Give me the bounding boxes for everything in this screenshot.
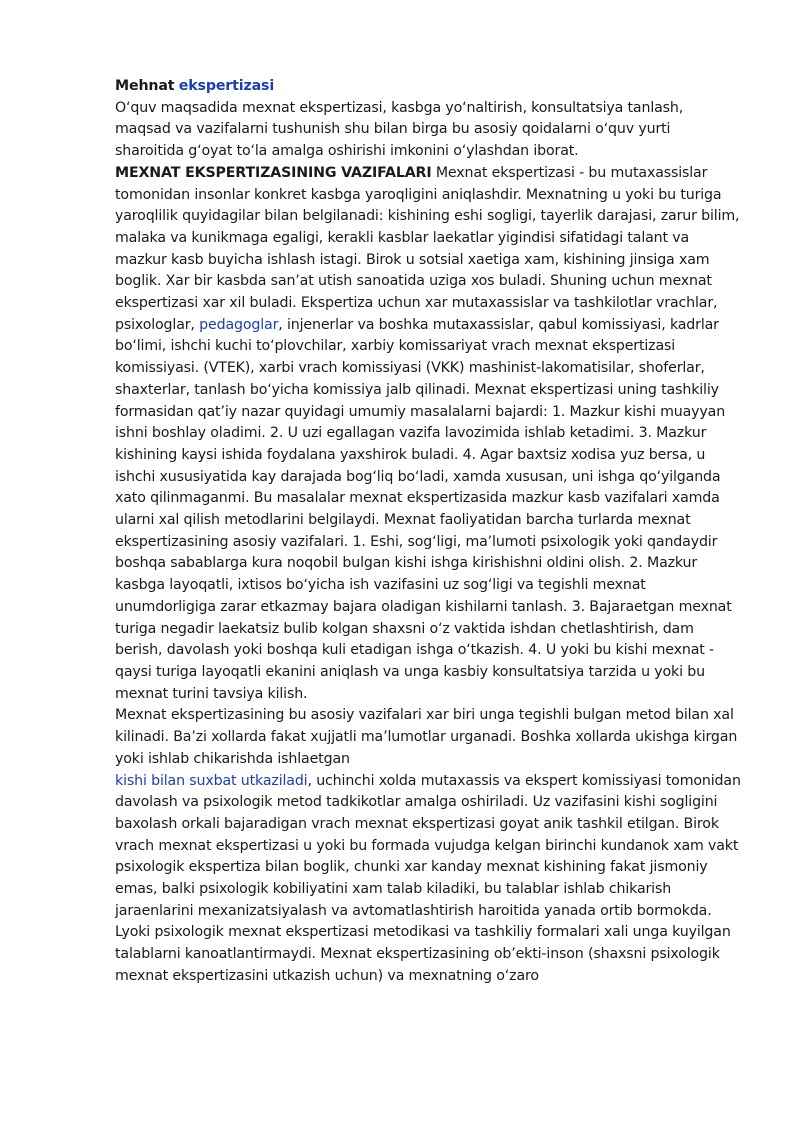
- paragraph-3-text: , uchinchi xolda mutaxassis va ekspert komissiyasi tomonidan davolash va psixologik metod tadkikotlar amalga oshiriladi. Uz vazifasini kishi sogligini baxolash orkali bajaradigan vrach mexnat ekspertizasi goyat anik tashkil etilgan. Birok vrach mexnat ekspertizasi u yoki bu formada vujudga kelgan birinchi kundanok xam vakt psixologik ekspertiza bilan boglik, chunki xar kanday mexnat kishining fakat jismoniy emas, balki psixologik kobiliyatini xam talab kiladiki, bu talablar ishlab chikarish jaraenlarini mexanizatsiyalash va avtomatlashtirish haroitida yanada ortib bormokda. Lyoki psixologik mexnat ekspertizasi metodikasi va tashkiliy formalari xali unga kuyilgan talablarni kanoatlantirmaydi. Mexnat ekspertizasining ob’ekti-inson (shaxsni psixologik mexnat ekspertizasini utkazish uchun) va mexnatning o‘zaro: [115, 772, 741, 984]
- document-title: [115, 76, 743, 98]
- title-word: Mehnat: [115, 78, 175, 94]
- paragraph-2: Mexnat ekspertizasining bu asosiy vazifalari xar biri unga tegishli bulgan metod bilan xal kilinadi. Ba’zi xollarda fakat xujjatli ma’lumotlar urganadi. Boshka xollarda ukishga kirgan yoki ishlab chikarishda ishlaetgan: [115, 707, 738, 767]
- section-heading: MEXNAT EKSPERTIZASINING VAZIFALARI: [115, 164, 432, 181]
- section-text-continued: , injenerlar va boshka mutaxassislar, qabul komissiyasi, kadrlar bo‘limi, ishchi kuchi to‘plovchilar, xarbiy komissariyat vrach mexnat ekspertizasi komissiyasi. (VTEK), xarbi vrach komissiyasi (VKK) mashinist-lakomatisilar, shoferlar, shaxterlar, tanlash bo‘yicha komissiya jalb qilinadi. Mexnat ekspertizasi uning tashkiliy formasidan qat’iy nazar quyidagi umumiy masalalarni bajardi: 1. Mazkur kishi muayyan ishni boshlay oladimi. 2. U uzi egallagan vazifa lavozimida ishlab ketadimi. 3. Mazkur kishining kaysi ishida foydalana yaxshirok buladi. 4. Agar baxtsiz xodisa yuz bersa, u ishchi xususiyatida kay darajada bog‘liq bo‘ladi, xamda xususan, uni ishga qo‘yilganda xato qilinmaganmi. Bu masalalar mexnat ekspertizasida mazkur kasb vazifalari xamda ularni xal qilish metodlarini belgilaydi. Mexnat faoliyatidan barcha turlarda mexnat ekspertizasining asosiy vazifalari. 1. Eshi, sog‘ligi, ma’lumoti psixologik yoki qandaydir boshqa sabablarga kura noqobil bulgan kishi ishga kirishishni oldini olish. 2. Mazkur kasbga layoqatli, ixtisos bo‘yicha ish vazifasini uz sog‘ligi va tegishli mexnat unumdorligiga zarar etkazmay bajara oladigan kishilarni tanlash. 3. Bajaraetgan mexnat turiga negadir laekatsiz bulib kolgan shaxsni o‘z vaktida ishdan chetlashtirish, dam berish, davolash yoki boshqa kuli etadigan ishga o‘tkazish. 4. U yoki bu kishi mexnat - qaysi turiga layoqatli ekanini aniqlash va unga kasbiy konsultatsiya tarzida u yoki bu mexnat turini tavsiya kilish.: [115, 316, 732, 702]
- suxbat-link[interactable]: kishi bilan suxbat utkaziladi: [115, 772, 308, 789]
- section-paragraph: [115, 163, 743, 706]
- paragraph-3: [115, 771, 743, 988]
- document-page: [115, 76, 743, 988]
- section-text: Mexnat ekspertizasi - bu mutaxassislar tomonidan insonlar konkret kasbga yaroqligini aniqlashdir. Mexnatning u yoki bu turiga yaroqlilik quyidagilar bilan belgilanadi: kishining eshi sogligi, tayerlik darajasi, zarur bilim, malaka va kunikmaga egaligi, kerakli kasblar laekatlar yigindisi sifatidagi talant va mazkur kasb buyicha ishlash istagi. Birok u sotsial xaetiga xam, kishining jinsiga xam boglik. Xar bir kasbda san’at utish sanoatida uziga xos buladi. Shuning uchun mexnat ekspertizasi xar xil buladi. Ekspertiza uchun xar mutaxassislar va tashkilotlar vrachlar, psixologlar,: [115, 164, 740, 333]
- intro-paragraph: O‘quv maqsadida mexnat ekspertizasi, kasbga yo‘naltirish, konsultatsiya tanlash, maqsad va vazifalarni tushunish shu bilan birga bu asosiy qoidalarni o‘quv yurti sharoitida g‘oyat to‘la amalga oshirishi imkonini o‘ylashdan iborat.: [115, 99, 684, 160]
- pedagoglar-link[interactable]: pedagoglar: [199, 316, 279, 333]
- title-link[interactable]: ekspertizasi: [178, 78, 275, 94]
